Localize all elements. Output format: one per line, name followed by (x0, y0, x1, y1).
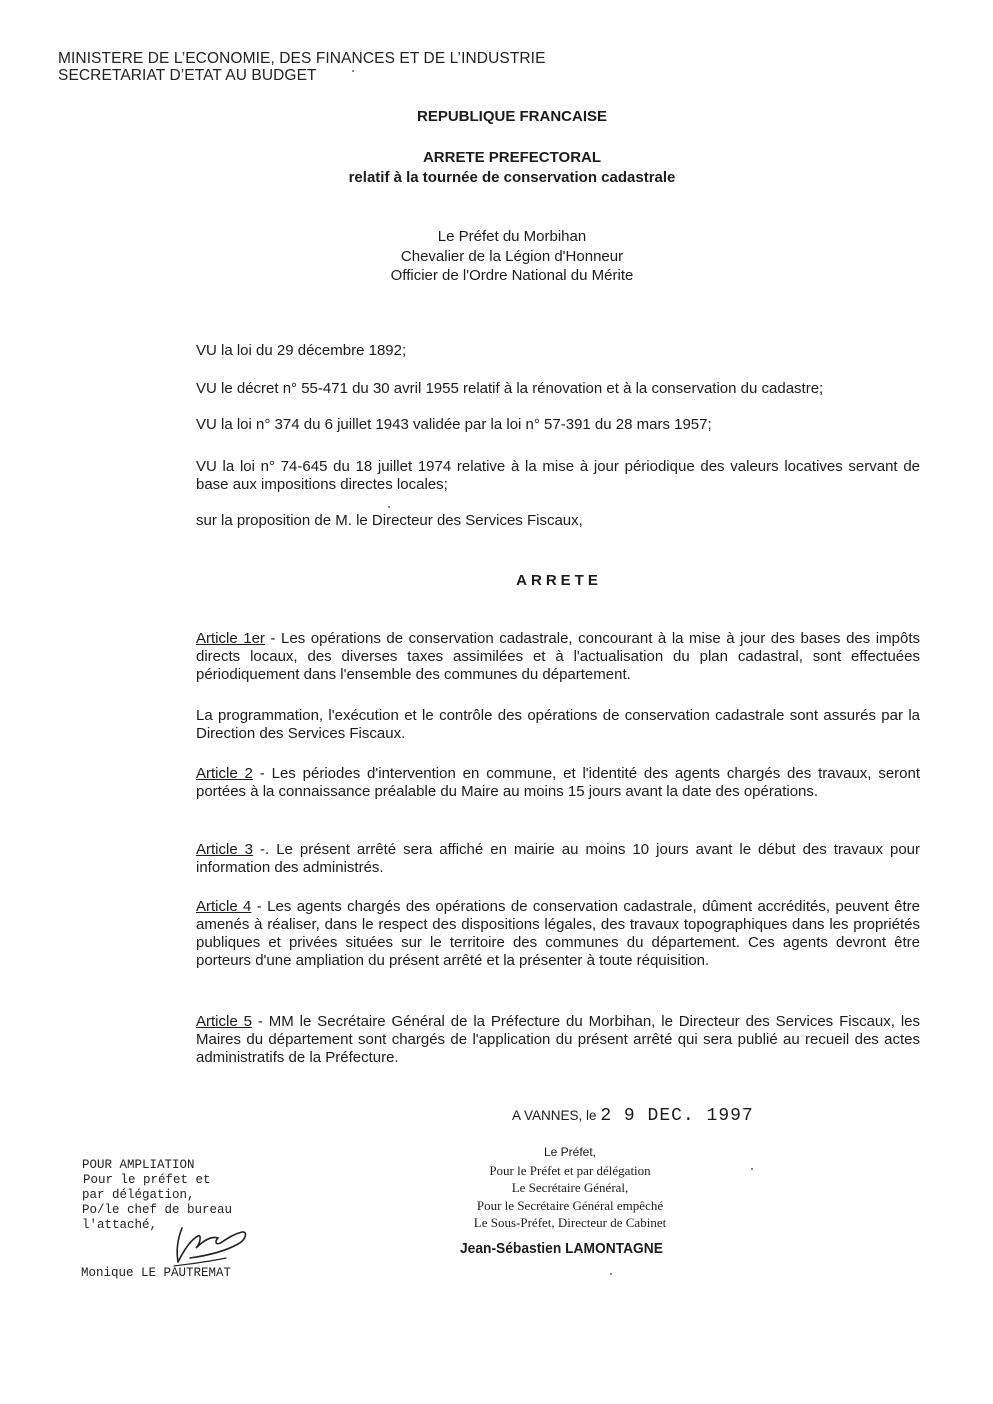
signature-line1: Le Préfet, (543, 1145, 597, 1159)
ampliation-line2: Pour le préfet et (83, 1173, 211, 1187)
scan-speck (610, 1273, 612, 1275)
consideration-3: VU la loi n° 374 du 6 juillet 1943 validée par la loi n° 57-391 du 28 mars 1957; (196, 416, 712, 433)
date-place: A VANNES, le (512, 1108, 597, 1123)
consideration-5: sur la proposition de M. le Directeur des Services Fiscaux, (196, 512, 583, 529)
arrete-heading: ARRETE (516, 572, 602, 589)
ampliation-line5: l'attaché, (82, 1218, 158, 1232)
article-3-label: Article 3 (196, 841, 254, 858)
article-1-label: Article 1er (196, 630, 265, 647)
prefet-line3: Officier de l'Ordre National du Mérite (390, 267, 634, 284)
article-1-text: - Les opérations de conservation cadastrale, concourant à la mise à jour des bases des impôts directs locaux, des diverses taxes assimilées et à l'actualisation du plan cadastral, sont effectuées périodiquement dans l'ensemble des communes du département. (196, 630, 920, 683)
article-3-text: -. Le présent arrêté sera affiché en mairie au moins 10 jours avant le début des travaux pour information des administrés. (196, 841, 921, 876)
signature-line4: Pour le Secrétaire Général empêché (476, 1197, 664, 1213)
signature-line5: Le Sous-Préfet, Directeur de Cabinet (473, 1215, 667, 1230)
signer-name: Jean-Sébastien LAMONTAGNE (460, 1240, 663, 1257)
article-5 (196, 1013, 920, 1067)
article-4 (196, 898, 920, 970)
consideration-1: VU la loi du 29 décembre 1892; (196, 342, 407, 359)
article-1 (196, 630, 920, 684)
scan-speck (388, 506, 390, 508)
article-4-label: Article 4 (196, 898, 252, 915)
article-1-paragraph-2: La programmation, l'exécution et le contrôle des opérations de conservation cadastrale sont assurés par la Direction des Services Fiscaux. (196, 707, 920, 742)
ampliation-line4: Po/le chef de bureau (82, 1203, 233, 1217)
prefet-titles (0, 227, 993, 286)
republic-heading: REPUBLIQUE FRANCAISE (416, 108, 607, 125)
scan-speck (751, 1168, 753, 1170)
ampliation-name: Monique LE PAUTREMAT (81, 1266, 232, 1280)
article-5-label: Article 5 (196, 1013, 252, 1030)
article-5-text: - MM le Secrétaire Général de la Préfecture du Morbihan, le Directeur des Services Fiscaux, les Maires du département sont chargés de l'application du présent arrêté qui sera publié au recueil des actes administratifs de la Préfecture. (196, 1013, 921, 1066)
decree-title-line1: ARRETE PREFECTORAL (422, 149, 602, 166)
article-3 (196, 841, 920, 877)
date-stamp: 2 9 DEC. 1997 (600, 1106, 754, 1126)
consideration-4: VU la loi n° 74-645 du 18 juillet 1974 relative à la mise à jour périodique des valeurs locatives servant de base aux impositions directes locales; (196, 458, 920, 493)
prefet-line2: Chevalier de la Légion d'Honneur (400, 247, 624, 265)
ministry-name: MINISTERE DE L’ECONOMIE, DES FINANCES ET DE L’INDUSTRIE (58, 50, 546, 67)
ampliation-line1: POUR AMPLIATION (82, 1158, 195, 1172)
scan-speck (352, 70, 354, 72)
article-2 (196, 765, 920, 801)
prefet-line1: Le Préfet du Morbihan (437, 228, 587, 245)
article-2-text: - Les périodes d'intervention en commune, et l'identité des agents chargés des travaux, seront portées à la connaissance préalable du Maire au moins 15 jours avant la date des opérations. (196, 765, 921, 800)
ampliation-line3: par délégation, (82, 1188, 195, 1202)
signature-line3: Le Secrétaire Général, (511, 1180, 629, 1195)
signature-line2: Pour le Préfet et par délégation (489, 1162, 651, 1178)
signature-block (400, 1144, 740, 1232)
decree-title-line2: relatif à la tournée de conservation cadastrale (348, 169, 676, 186)
ministry-header (58, 50, 546, 84)
article-4-text: - Les agents chargés des opérations de conservation cadastrale, dûment accrédités, peuvent être amenés à réaliser, dans le respect des dispositions légales, des travaux topographiques dans les propriétés publiques et privées situées sur le territoire des communes du département. Ces agents devront être porteurs d'une ampliation du présent arrêté et la présenter à toute réquisition. (196, 898, 921, 969)
secretariat-name: SECRETARIAT D’ETAT AU BUDGET (58, 67, 317, 84)
article-2-label: Article 2 (196, 765, 253, 782)
date-line (512, 1106, 754, 1126)
decree-title (0, 148, 993, 188)
consideration-2: VU le décret n° 55-471 du 30 avril 1955 relatif à la rénovation et à la conservation du cadastre; (196, 380, 824, 397)
